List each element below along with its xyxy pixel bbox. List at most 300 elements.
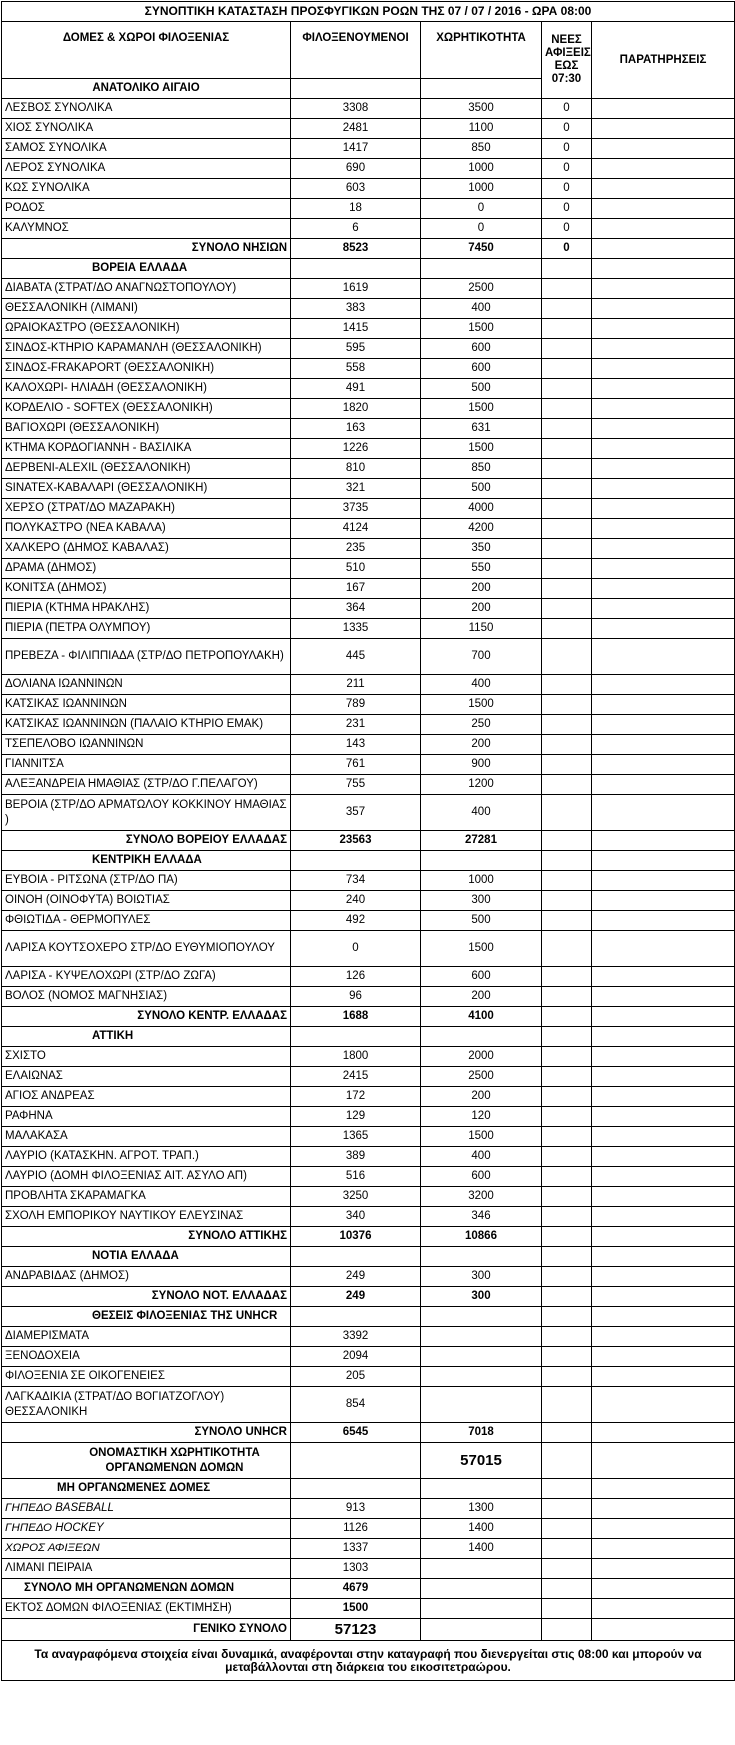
section-header: [2, 1479, 735, 1499]
notes-cell: [592, 1107, 735, 1127]
subtotal-capacity: 27281: [421, 831, 542, 851]
notes-cell: [592, 1187, 735, 1207]
structure-name: ΠΙΕΡΙΑ (ΚΤΗΜΑ ΗΡΑΚΛΗΣ): [2, 599, 291, 619]
capacity-value: 600: [421, 359, 542, 379]
capacity-value: 200: [421, 735, 542, 755]
outside-structures-row: [2, 1599, 735, 1619]
capacity-value: [421, 1327, 542, 1347]
empty-cell: [542, 379, 592, 399]
hosted-value: 1415: [291, 319, 421, 339]
structure-name: ΛΙΜΑΝΙ ΠΕΙΡΑΙΑ: [2, 1559, 291, 1579]
subtotal-hosted: 1688: [291, 1007, 421, 1027]
header-capacity: ΧΩΡΗΤΙΚΟΤΗΤΑ: [421, 22, 542, 79]
hosted-value: 3250: [291, 1187, 421, 1207]
notes-cell: [592, 1579, 735, 1599]
subtotal-hosted: 4679: [291, 1579, 421, 1599]
table-row: [2, 1559, 735, 1579]
empty-cell: [542, 1539, 592, 1559]
arrivals-value: 0: [542, 99, 592, 119]
hosted-value: 558: [291, 359, 421, 379]
table-row: [2, 579, 735, 599]
table-row: [2, 1107, 735, 1127]
table-row: [2, 1267, 735, 1287]
capacity-value: 350: [421, 539, 542, 559]
empty-cell: [542, 987, 592, 1007]
capacity-value: 300: [421, 891, 542, 911]
structure-name: ΒΟΛΟΣ (ΝΟΜΟΣ ΜΑΓΝΗΣΙΑΣ): [2, 987, 291, 1007]
capacity-value: [421, 1387, 542, 1423]
table-row: [2, 1327, 735, 1347]
structure-name: ΔΙΑΒΑΤΑ (ΣΤΡΑΤ/ΔΟ ΑΝΑΓΝΩΣΤΟΠΟΥΛΟΥ): [2, 279, 291, 299]
table-row: [2, 219, 735, 239]
empty-cell: [542, 639, 592, 675]
capacity-value: 3200: [421, 1187, 542, 1207]
hosted-value: 129: [291, 1107, 421, 1127]
table-row: [2, 439, 735, 459]
structure-name: ΛΑΥΡΙΟ (ΚΑΤΑΣΚΗΝ. ΑΓΡΟΤ. ΤΡΑΠ.): [2, 1147, 291, 1167]
notes-cell: [592, 735, 735, 755]
capacity-value: 2000: [421, 1047, 542, 1067]
structure-name: ΠΡΕΒΕΖΑ - ΦΙΛΙΠΠΙΑΔΑ (ΣΤΡ/ΔΟ ΠΕΤΡΟΠΟΥΛΑΚΗ): [2, 639, 291, 675]
empty-cell: [421, 1479, 542, 1499]
empty-cell: [291, 1479, 421, 1499]
capacity-value: 1500: [421, 319, 542, 339]
hosted-value: 734: [291, 871, 421, 891]
capacity-value: 900: [421, 755, 542, 775]
empty-cell: [542, 1147, 592, 1167]
notes-cell: [592, 639, 735, 675]
footer-note: [2, 1641, 735, 1681]
empty-cell: [542, 599, 592, 619]
capacity-value: 400: [421, 795, 542, 831]
empty-cell: [542, 715, 592, 735]
section-header: [2, 1247, 735, 1267]
empty-cell: [542, 519, 592, 539]
capacity-value: 600: [421, 1167, 542, 1187]
hosted-value: 1820: [291, 399, 421, 419]
empty-cell: [542, 1307, 592, 1327]
empty-cell: [542, 851, 592, 871]
empty-cell: [542, 871, 592, 891]
subtotal-row: [2, 239, 735, 259]
structure-name: ΑΛΕΞΑΝΔΡΕΙΑ ΗΜΑΘΙΑΣ (ΣΤΡ/ΔΟ Γ.ΠΕΛΑΓΟΥ): [2, 775, 291, 795]
structure-name: ΚΑΛΥΜΝΟΣ: [2, 219, 291, 239]
structure-name: ΚΤΗΜΑ ΚΟΡΔΟΓΙΑΝΝΗ - ΒΑΣΙΛΙΚΑ: [2, 439, 291, 459]
notes-cell: [592, 911, 735, 931]
empty-cell: [542, 1187, 592, 1207]
hosted-value: 167: [291, 579, 421, 599]
structure-name: ΛΑΡΙΣΑ - ΚΥΨΕΛΟΧΩΡΙ (ΣΤΡ/ΔΟ ΖΩΓΑ): [2, 967, 291, 987]
capacity-value: 1500: [421, 399, 542, 419]
capacity-value: [421, 1367, 542, 1387]
capacity-value: 250: [421, 715, 542, 735]
empty-cell: [542, 831, 592, 851]
hosted-value: 1303: [291, 1559, 421, 1579]
subtotal-label: ΣΥΝΟΛΟ ΝΟΤ. ΕΛΛΑΔΑΣ: [2, 1287, 291, 1307]
arrivals-value: 0: [542, 139, 592, 159]
table-row: [2, 519, 735, 539]
notes-cell: [592, 539, 735, 559]
notes-cell: [592, 599, 735, 619]
subtotal-label: ΣΥΝΟΛΟ ΝΗΣΙΩΝ: [2, 239, 291, 259]
capacity-value: 1100: [421, 119, 542, 139]
table-row: [2, 319, 735, 339]
notes-cell: [592, 1479, 735, 1499]
empty-cell: [542, 1287, 592, 1307]
empty-cell: [542, 1559, 592, 1579]
empty-cell: [542, 1207, 592, 1227]
notes-cell: [592, 831, 735, 851]
table-row: [2, 967, 735, 987]
notes-cell: [592, 1287, 735, 1307]
subtotal-row: [2, 1007, 735, 1027]
table-row: [2, 675, 735, 695]
table-row: [2, 479, 735, 499]
empty-cell: [542, 619, 592, 639]
notes-cell: [592, 1307, 735, 1327]
section-header: [2, 1027, 735, 1047]
empty-cell: [542, 675, 592, 695]
capacity-value: 850: [421, 459, 542, 479]
subtotal-hosted: 8523: [291, 239, 421, 259]
capacity-value: [421, 1347, 542, 1367]
table-row: [2, 499, 735, 519]
subtotal-hosted: 10376: [291, 1227, 421, 1247]
footer-line1: Τα αναγραφόμενα στοιχεία είναι δυναμικά, αναφέρονται στην καταγραφή που διενεργείται στις 08:00 και μπορούν να: [34, 1646, 702, 1661]
capacity-value: 1400: [421, 1519, 542, 1539]
empty-cell: [421, 1619, 542, 1641]
structure-name: ΧΩΡΟΣ ΑΦΙΞΕΩΝ: [2, 1539, 291, 1559]
structure-name: ΑΝΔΡΑΒΙΔΑΣ (ΔΗΜΟΣ): [2, 1267, 291, 1287]
nominal-capacity-label-line1: ΟΝΟΜΑΣΤΙΚΗ ΧΩΡΗΤΙΚΟΤΗΤΑ: [89, 1446, 260, 1459]
subtotal-hosted: 6545: [291, 1423, 421, 1443]
table-row: [2, 795, 735, 831]
notes-cell: [592, 99, 735, 119]
empty-cell: [542, 1479, 592, 1499]
notes-cell: [592, 179, 735, 199]
table-row: [2, 871, 735, 891]
empty-cell: [291, 1027, 421, 1047]
structure-name: ΚΑΛΟΧΩΡΙ- ΗΛΙΑΔΗ (ΘΕΣΣΑΛΟΝΙΚΗ): [2, 379, 291, 399]
structure-name: ΓΙΑΝΝΙΤΣΑ: [2, 755, 291, 775]
hosted-value: 603: [291, 179, 421, 199]
structure-name: ΤΣΕΠΕΛΟΒΟ ΙΩΑΝΝΙΝΩΝ: [2, 735, 291, 755]
notes-cell: [592, 1559, 735, 1579]
notes-cell: [592, 1599, 735, 1619]
capacity-value: 2500: [421, 279, 542, 299]
table-row: [2, 1367, 735, 1387]
hosted-value: 163: [291, 419, 421, 439]
hosted-value: 126: [291, 967, 421, 987]
section-title: ΜΗ ΟΡΓΑΝΩΜΕΝΕΣ ΔΟΜΕΣ: [2, 1479, 291, 1499]
notes-cell: [592, 439, 735, 459]
table-row: [2, 911, 735, 931]
table-row: [2, 339, 735, 359]
refugee-flows-table: [1, 1, 735, 1681]
structure-name: ΧΕΡΣΟ (ΣΤΡΑΤ/ΔΟ ΜΑΖΑΡΑΚΗ): [2, 499, 291, 519]
empty-cell: [421, 1307, 542, 1327]
notes-cell: [592, 1619, 735, 1641]
notes-cell: [592, 1167, 735, 1187]
notes-cell: [592, 755, 735, 775]
subtotal-label: ΣΥΝΟΛΟ ΒΟΡΕΙΟΥ ΕΛΛΑΔΑΣ: [2, 831, 291, 851]
empty-cell: [542, 1499, 592, 1519]
structure-name: ΠΡΟΒΛΗΤΑ ΣΚΑΡΑΜΑΓΚΑ: [2, 1187, 291, 1207]
table-row: [2, 1519, 735, 1539]
capacity-value: 1200: [421, 775, 542, 795]
empty-cell: [542, 795, 592, 831]
section-title: ΑΝΑΤΟΛΙΚΟ ΑΙΓΑΙΟ: [2, 79, 291, 99]
empty-cell: [421, 1247, 542, 1267]
header-notes: ΠΑΡΑΤΗΡΗΣΕΙΣ: [592, 22, 735, 99]
header-new-arrivals: [542, 22, 592, 99]
table-row: [2, 775, 735, 795]
subtotal-capacity: 10866: [421, 1227, 542, 1247]
table-row: [2, 715, 735, 735]
structure-name: ΚΑΤΣΙΚΑΣ ΙΩΑΝΝΙΝΩΝ: [2, 695, 291, 715]
notes-cell: [592, 1327, 735, 1347]
notes-cell: [592, 399, 735, 419]
structure-name: ΚΟΝΙΤΣΑ (ΔΗΜΟΣ): [2, 579, 291, 599]
subtotal-row: [2, 1423, 735, 1443]
structure-name: ΞΕΝΟΔΟΧΕΙΑ: [2, 1347, 291, 1367]
report-title: ΣΥΝΟΠΤΙΚΗ ΚΑΤΑΣΤΑΣΗ ΠΡΟΣΦΥΓΙΚΩΝ ΡΟΩΝ ΤΗΣ 07 / 07 / 2016 - ΩΡΑ 08:00: [2, 2, 735, 22]
hosted-value: 357: [291, 795, 421, 831]
empty-cell: [291, 851, 421, 871]
capacity-value: 600: [421, 967, 542, 987]
capacity-value: 1150: [421, 619, 542, 639]
arrivals-value: 0: [542, 219, 592, 239]
notes-cell: [592, 1423, 735, 1443]
hosted-value: 913: [291, 1499, 421, 1519]
hosted-value: 595: [291, 339, 421, 359]
section-title: ΝΟΤΙΑ ΕΛΛΑΔΑ: [2, 1247, 291, 1267]
empty-cell: [542, 1267, 592, 1287]
empty-cell: [542, 1167, 592, 1187]
empty-cell: [542, 319, 592, 339]
empty-cell: [542, 499, 592, 519]
empty-cell: [542, 891, 592, 911]
capacity-value: 3500: [421, 99, 542, 119]
structure-name: ΛΕΣΒΟΣ ΣΥΝΟΛΙΚΑ: [2, 99, 291, 119]
hosted-value: 211: [291, 675, 421, 695]
empty-cell: [542, 399, 592, 419]
notes-cell: [592, 987, 735, 1007]
hosted-value: 755: [291, 775, 421, 795]
hosted-value: 1335: [291, 619, 421, 639]
nominal-capacity-label-line2: ΟΡΓΑΝΩΜΕΝΩΝ ΔΟΜΩΝ: [105, 1461, 244, 1474]
subtotal-label: ΣΥΝΟΛΟ UNHCR: [2, 1423, 291, 1443]
empty-cell: [542, 259, 592, 279]
table-row: [2, 735, 735, 755]
empty-cell: [542, 1443, 592, 1479]
structure-name: ΣΙΝΔΟΣ-FRAKAPORT (ΘΕΣΣΑΛΟΝΙΚΗ): [2, 359, 291, 379]
structure-name: ΕΥΒΟΙΑ - ΡΙΤΣΩΝΑ (ΣΤΡ/ΔΟ ΠΑ): [2, 871, 291, 891]
section-header: [2, 1307, 735, 1327]
table-row: [2, 1187, 735, 1207]
structure-name: ΩΡΑΙΟΚΑΣΤΡΟ (ΘΕΣΣΑΛΟΝΙΚΗ): [2, 319, 291, 339]
capacity-value: 631: [421, 419, 542, 439]
structure-name: ΛΕΡΟΣ ΣΥΝΟΛΙΚΑ: [2, 159, 291, 179]
hosted-value: 854: [291, 1387, 421, 1423]
capacity-value: 4000: [421, 499, 542, 519]
capacity-value: 200: [421, 579, 542, 599]
structure-name: ΒΕΡΟΙΑ (ΣΤΡ/ΔΟ ΑΡΜΑΤΩΛΟΥ ΚΟΚΚΙΝΟΥ ΗΜΑΘΙΑΣ ): [2, 795, 291, 831]
notes-cell: [592, 299, 735, 319]
capacity-value: 700: [421, 639, 542, 675]
hosted-value: 389: [291, 1147, 421, 1167]
empty-cell: [421, 79, 542, 99]
structure-name: ΓΗΠΕΔΟ HOCKEY: [2, 1519, 291, 1539]
subtotal-label: ΣΥΝΟΛΟ ΑΤΤΙΚΗΣ: [2, 1227, 291, 1247]
hosted-value: 235: [291, 539, 421, 559]
notes-cell: [592, 219, 735, 239]
capacity-value: 1500: [421, 439, 542, 459]
empty-cell: [542, 735, 592, 755]
empty-cell: [542, 579, 592, 599]
notes-cell: [592, 459, 735, 479]
table-row: [2, 179, 735, 199]
subtotal-label: ΣΥΝΟΛΟ ΚΕΝΤΡ. ΕΛΛΑΔΑΣ: [2, 1007, 291, 1027]
hosted-value: 364: [291, 599, 421, 619]
empty-cell: [542, 931, 592, 967]
hosted-value: 18: [291, 199, 421, 219]
table-row: [2, 987, 735, 1007]
empty-cell: [421, 259, 542, 279]
empty-cell: [542, 279, 592, 299]
subtotal-row: [2, 831, 735, 851]
structure-name: ΜΑΛΑΚΑΣΑ: [2, 1127, 291, 1147]
capacity-value: 300: [421, 1267, 542, 1287]
report-container: [1, 1, 734, 1681]
nominal-capacity-label: [2, 1443, 291, 1479]
capacity-value: 200: [421, 987, 542, 1007]
structure-name: ΘΕΣΣΑΛΟΝΙΚΗ (ΛΙΜΑΝΙ): [2, 299, 291, 319]
hosted-value: 445: [291, 639, 421, 675]
table-row: [2, 619, 735, 639]
notes-cell: [592, 1007, 735, 1027]
capacity-value: 2500: [421, 1067, 542, 1087]
notes-cell: [592, 199, 735, 219]
empty-cell: [421, 1579, 542, 1599]
notes-cell: [592, 775, 735, 795]
notes-cell: [592, 579, 735, 599]
empty-cell: [542, 1619, 592, 1641]
arrivals-value: 0: [542, 179, 592, 199]
table-row: [2, 1207, 735, 1227]
table-row: [2, 379, 735, 399]
notes-cell: [592, 871, 735, 891]
notes-cell: [592, 1387, 735, 1423]
header-structures: ΔΟΜΕΣ & ΧΩΡΟΙ ΦΙΛΟΞΕΝΙΑΣ: [2, 22, 291, 79]
structure-name: ΟΙΝΟΗ (ΟΙΝΟΦΥΤΑ) ΒΟΙΩΤΙΑΣ: [2, 891, 291, 911]
notes-cell: [592, 479, 735, 499]
hosted-value: 1226: [291, 439, 421, 459]
notes-cell: [592, 559, 735, 579]
empty-cell: [542, 539, 592, 559]
notes-cell: [592, 931, 735, 967]
notes-cell: [592, 1047, 735, 1067]
footer-row: [2, 1641, 735, 1681]
notes-cell: [592, 1207, 735, 1227]
notes-cell: [592, 419, 735, 439]
structure-name: ΦΙΛΟΞΕΝΙΑ ΣΕ ΟΙΚΟΓΕΝΕΙΕΣ: [2, 1367, 291, 1387]
hosted-value: 510: [291, 559, 421, 579]
structure-name: ΣΙΝΔΟΣ-ΚΤΗΡΙΟ ΚΑΡΑΜΑΝΛΗ (ΘΕΣΣΑΛΟΝΙΚΗ): [2, 339, 291, 359]
notes-cell: [592, 1127, 735, 1147]
section-title: ΒΟΡΕΙΑ ΕΛΛΑΔΑ: [2, 259, 291, 279]
empty-cell: [421, 1027, 542, 1047]
hosted-value: 810: [291, 459, 421, 479]
empty-cell: [542, 695, 592, 715]
hosted-value: 3735: [291, 499, 421, 519]
subtotal-capacity: 7018: [421, 1423, 542, 1443]
notes-cell: [592, 139, 735, 159]
empty-cell: [542, 1127, 592, 1147]
structure-name: ΣΧΙΣΤΟ: [2, 1047, 291, 1067]
structure-name: ΠΟΛΥΚΑΣΤΡΟ (ΝΕΑ ΚΑΒΑΛΑ): [2, 519, 291, 539]
empty-cell: [542, 1367, 592, 1387]
empty-cell: [542, 459, 592, 479]
capacity-value: 0: [421, 199, 542, 219]
empty-cell: [542, 1087, 592, 1107]
structure-name: ΛΑΓΚΑΔΙΚΙΑ (ΣΤΡΑΤ/ΔΟ ΒΟΓΙΑΤΖΟΓΛΟΥ) ΘΕΣΣΑΛΟΝΙΚΗ: [2, 1387, 291, 1423]
footer-line2: μεταβάλλονται στη διάρκεια του εικοσιτετραώρου.: [225, 1659, 511, 1674]
hosted-value: 516: [291, 1167, 421, 1187]
subtotal-hosted: 249: [291, 1287, 421, 1307]
empty-cell: [542, 1519, 592, 1539]
empty-cell: [542, 967, 592, 987]
notes-cell: [592, 695, 735, 715]
notes-cell: [592, 1347, 735, 1367]
grand-total-value: 57123: [291, 1619, 421, 1641]
table-row: [2, 695, 735, 715]
notes-cell: [592, 519, 735, 539]
empty-cell: [542, 339, 592, 359]
subtotal-row: [2, 1287, 735, 1307]
capacity-value: 500: [421, 379, 542, 399]
table-row: [2, 639, 735, 675]
table-row: [2, 1147, 735, 1167]
empty-cell: [291, 1247, 421, 1267]
structure-name: ΔΟΛΙΑΝΑ ΙΩΑΝΝΙΝΩΝ: [2, 675, 291, 695]
structure-name: ΧΙΟΣ ΣΥΝΟΛΙΚΑ: [2, 119, 291, 139]
empty-cell: [542, 1327, 592, 1347]
subtotal-arrivals: 0: [542, 239, 592, 259]
table-row: [2, 459, 735, 479]
structure-name: ΧΑΛΚΕΡΟ (ΔΗΜΟΣ ΚΑΒΑΛΑΣ): [2, 539, 291, 559]
notes-cell: [592, 619, 735, 639]
empty-cell: [421, 851, 542, 871]
structure-name: ΑΓΙΟΣ ΑΝΔΡΕΑΣ: [2, 1087, 291, 1107]
section-title: ΑΤΤΙΚΗ: [2, 1027, 291, 1047]
empty-cell: [542, 1579, 592, 1599]
notes-cell: [592, 1367, 735, 1387]
notes-cell: [592, 119, 735, 139]
table-row: [2, 1347, 735, 1367]
hosted-value: 3308: [291, 99, 421, 119]
hosted-value: 1365: [291, 1127, 421, 1147]
table-row: [2, 199, 735, 219]
hosted-value: 96: [291, 987, 421, 1007]
table-row: [2, 1127, 735, 1147]
empty-cell: [542, 359, 592, 379]
capacity-value: 120: [421, 1107, 542, 1127]
empty-cell: [421, 1599, 542, 1619]
empty-cell: [542, 1067, 592, 1087]
notes-cell: [592, 499, 735, 519]
hosted-value: 1126: [291, 1519, 421, 1539]
